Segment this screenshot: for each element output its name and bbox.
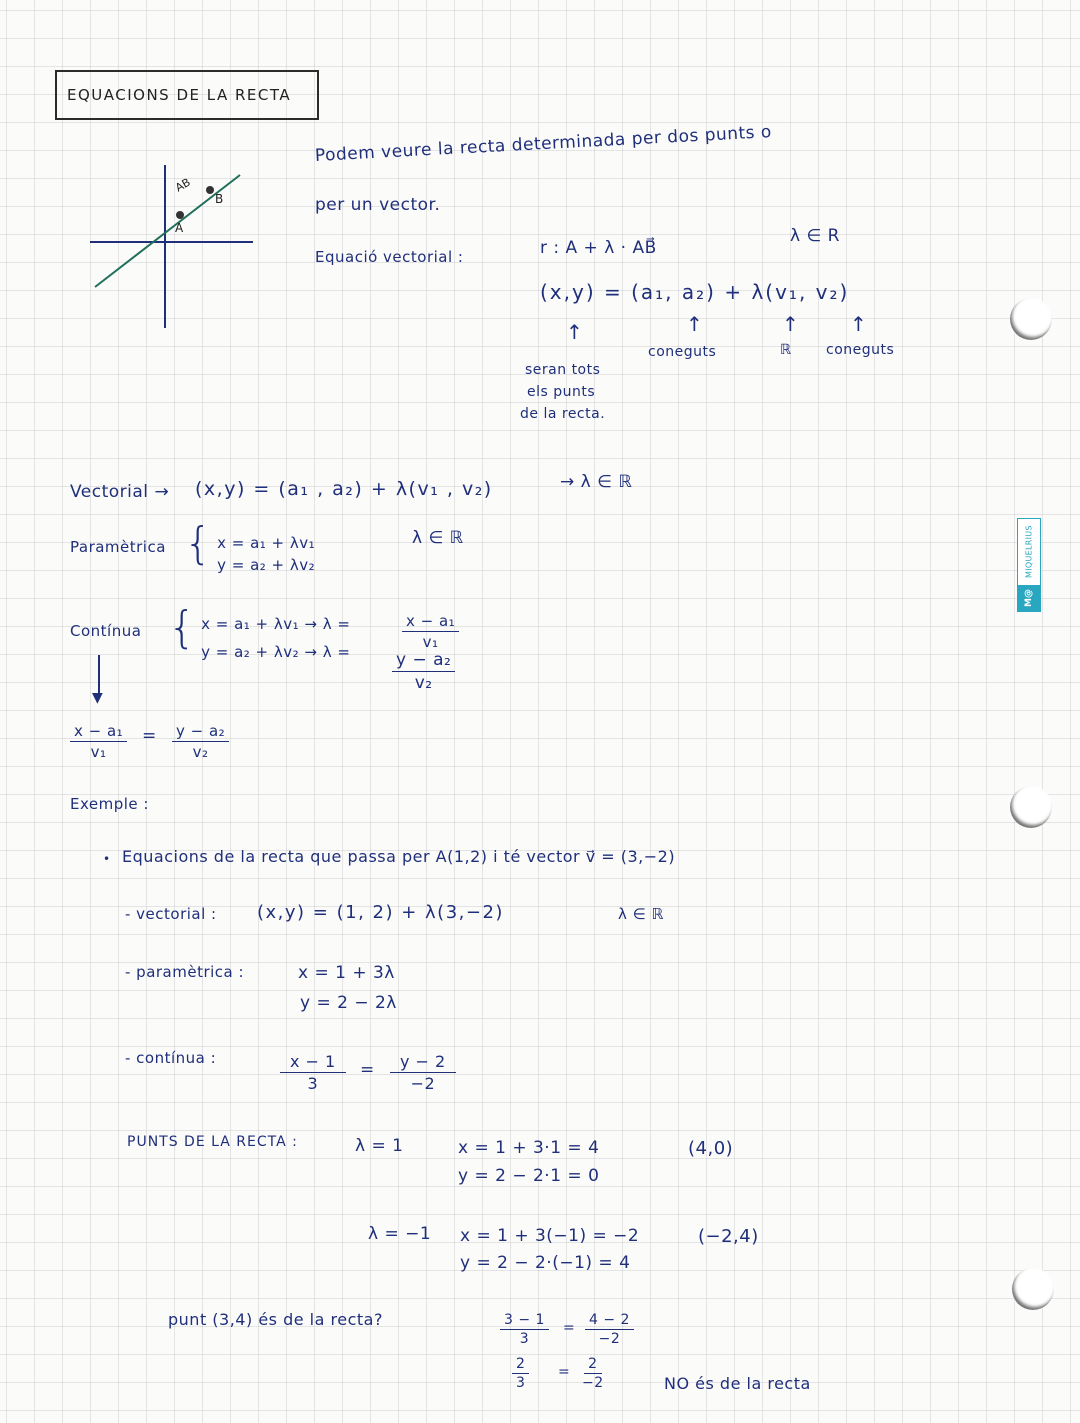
summary-continua-label: Contínua (70, 622, 142, 640)
summary-parametrica-label: Paramètrica (70, 538, 166, 556)
example-continua-lhs (280, 1052, 346, 1093)
check-step1-eq: = (563, 1320, 576, 1336)
check-step2-rhs (582, 1356, 604, 1391)
example-statement: Equacions de la recta que passa per A(1,2) i té vector v⃗ = (3,−2) (122, 847, 676, 866)
points-label: PUNTS DE LA RECTA : (127, 1134, 298, 1150)
annotation-xy-3: de la recta. (520, 406, 606, 422)
frac-denominator: v₁ (90, 743, 107, 761)
point-a-label: A (175, 221, 184, 235)
line-diagram (85, 160, 260, 335)
frac-denominator: v₂ (414, 673, 433, 693)
arrow-up-icon: ↑ (566, 320, 583, 344)
example-vectorial-formula: (x,y) = (1, 2) + λ(3,−2) (257, 902, 504, 923)
point-a-icon (176, 211, 184, 219)
frac-denominator: −2 (410, 1074, 436, 1093)
brace-icon: { (184, 518, 212, 569)
annotation-v: coneguts (826, 342, 895, 358)
summary-vectorial-label: Vectorial → (70, 482, 170, 502)
frac-denominator: 3 (519, 1331, 530, 1347)
frac-denominator: −2 (598, 1331, 621, 1347)
continua-result-lhs (70, 722, 127, 761)
check-question: punt (3,4) és de la recta? (168, 1310, 383, 1329)
frac-numerator: 2 (584, 1356, 601, 1374)
frac-numerator: 3 − 1 (500, 1312, 549, 1330)
vector-eq-domain: λ ∈ R (790, 226, 840, 246)
check-step1-lhs (500, 1312, 549, 1347)
arrow-up-icon: ↑ (850, 312, 867, 336)
annotation-lambda: ℝ (780, 342, 792, 358)
brand-logo (1017, 518, 1041, 612)
frac-numerator: y − a₂ (392, 650, 455, 672)
points-2-point: (−2,4) (698, 1226, 759, 1247)
page-title: EQUACIONS DE LA RECTA (55, 70, 319, 120)
parametrica-system (184, 518, 316, 576)
continua-result-eq: = (142, 726, 157, 746)
example-parametrica-eq1: x = 1 + 3λ (298, 963, 395, 983)
example-heading: Exemple : (70, 795, 149, 813)
arrow-up-icon: ↑ (686, 312, 703, 336)
continua-frac-1 (402, 612, 459, 651)
continua-result-rhs (172, 722, 229, 761)
frac-denominator: −2 (582, 1375, 604, 1391)
example-vectorial-label: - vectorial : (125, 905, 217, 923)
frac-numerator: 4 − 2 (585, 1312, 634, 1330)
summary-vectorial-domain: → λ ∈ ℝ (560, 472, 633, 492)
points-2-lambda: λ = −1 (368, 1224, 432, 1244)
binder-hole (1010, 786, 1052, 828)
check-step1-rhs (585, 1312, 634, 1347)
parametrica-eq1: x = a₁ + λv₁ (217, 533, 316, 552)
vector-eq-expanded: (x,y) = (a₁, a₂) + λ(v₁, v₂) (540, 280, 850, 304)
example-parametrica-eq2: y = 2 − 2λ (300, 993, 397, 1013)
annotation-xy-2: els punts (527, 384, 596, 400)
points-1-point: (4,0) (688, 1138, 734, 1159)
frac-numerator: x − 1 (280, 1052, 346, 1073)
brand-mark: M@ (1018, 585, 1040, 611)
continua-frac-2 (392, 650, 455, 693)
vector-eq-formula: r : A + λ · AB⃗ (540, 238, 657, 258)
frac-numerator: 2 (512, 1356, 529, 1374)
brand-name: MIQUELRIUS (1024, 525, 1034, 579)
check-conclusion: NO és de la recta (664, 1374, 811, 1393)
points-1-y: y = 2 − 2·1 = 0 (458, 1166, 600, 1186)
parametrica-eq2: y = a₂ + λv₂ (217, 555, 316, 574)
example-vectorial-domain: λ ∈ ℝ (618, 905, 664, 923)
point-b-icon (206, 186, 214, 194)
summary-vectorial-formula: (x,y) = (a₁ , a₂) + λ(v₁ , v₂) (195, 478, 493, 500)
intro-line-1: Podem veure la recta determinada per dos punts o (314, 122, 773, 166)
check-step2-eq: = (558, 1364, 571, 1380)
bullet-icon: • (103, 852, 111, 866)
frac-numerator: x − a₁ (402, 612, 459, 632)
frac-numerator: x − a₁ (70, 722, 127, 742)
points-1-x: x = 1 + 3·1 = 4 (458, 1138, 600, 1158)
point-b-label: B (215, 192, 224, 206)
annotation-xy-1: seran tots (525, 362, 601, 378)
annotation-a: coneguts (648, 344, 717, 360)
vector-ab-label: AB (173, 175, 193, 195)
frac-denominator: v₂ (192, 743, 209, 761)
example-continua-label: - contínua : (125, 1049, 217, 1067)
example-continua-rhs (390, 1052, 456, 1093)
continua-eq2: y = a₂ + λv₂ → λ = (201, 642, 351, 661)
vector-eq-label: Equació vectorial : (315, 248, 464, 266)
continua-system (168, 602, 351, 666)
continua-eq1: x = a₁ + λv₁ → λ = (201, 614, 351, 633)
frac-numerator: y − 2 (390, 1052, 456, 1073)
arrow-down-head-icon: ▼ (92, 690, 103, 706)
binder-hole (1010, 298, 1052, 340)
binder-hole (1012, 1268, 1054, 1310)
brace-icon: { (168, 602, 196, 653)
frac-denominator: 3 (307, 1074, 319, 1093)
frac-denominator: 3 (516, 1375, 526, 1391)
frac-denominator: v₁ (422, 633, 439, 651)
summary-parametrica-domain: λ ∈ ℝ (412, 528, 464, 548)
frac-numerator: y − a₂ (172, 722, 229, 742)
arrow-up-icon: ↑ (782, 312, 799, 336)
points-1-lambda: λ = 1 (355, 1136, 404, 1156)
points-2-y: y = 2 − 2·(−1) = 4 (460, 1253, 631, 1273)
example-continua-eq: = (360, 1060, 375, 1080)
example-parametrica-label: - paramètrica : (125, 963, 245, 981)
points-2-x: x = 1 + 3(−1) = −2 (460, 1226, 640, 1246)
intro-line-2: per un vector. (315, 195, 441, 215)
check-step2-lhs (512, 1356, 529, 1391)
